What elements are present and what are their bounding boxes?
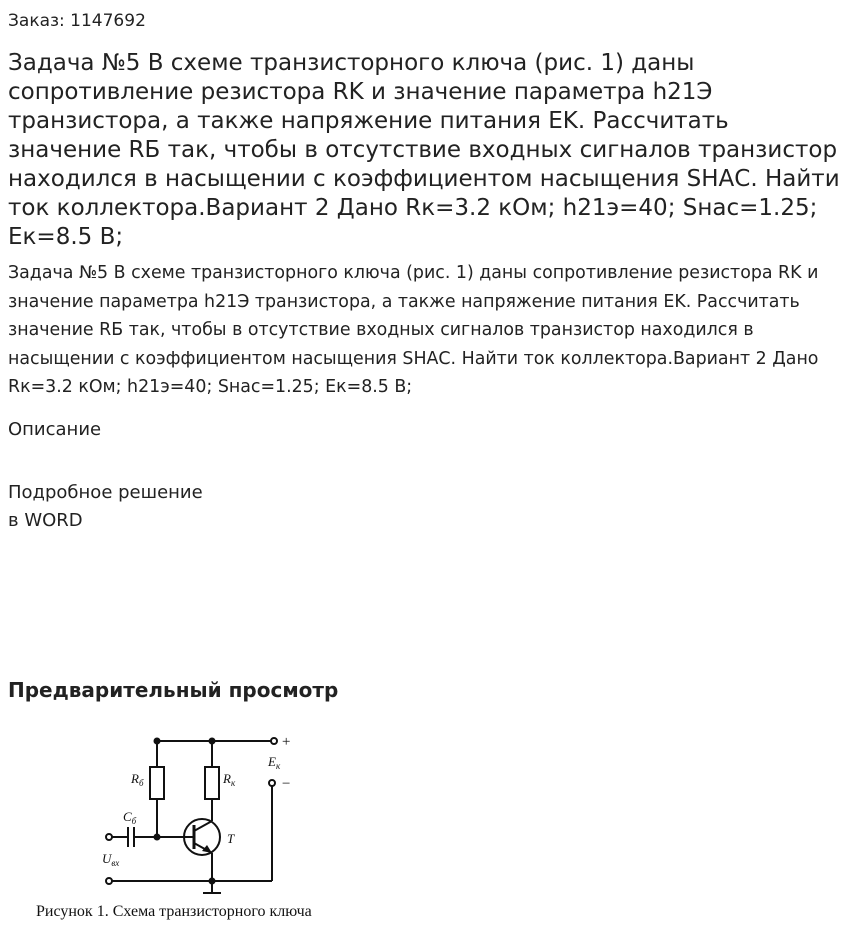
label-minus: −: [281, 776, 292, 792]
transistor-collector: [194, 821, 212, 831]
description-text: [8, 479, 203, 535]
terminal-plus: [271, 738, 277, 744]
description-line-1: Подробное решение: [8, 482, 203, 503]
junction-dot: [155, 835, 160, 840]
order-number: Заказ: 1147692: [8, 11, 146, 31]
preview-heading: Предварительный просмотр: [8, 678, 339, 702]
label-plus: +: [281, 734, 292, 750]
resistor-rk: [205, 767, 219, 799]
transistor-switch-schematic: [95, 725, 315, 900]
terminal-minus: [269, 780, 275, 786]
label-rb: $R_б$: [131, 771, 144, 788]
label-cb: $C_б$: [123, 809, 137, 826]
terminal-input: [106, 834, 112, 840]
resistor-rb: [150, 767, 164, 799]
label-transistor: T: [227, 831, 235, 846]
description-line-2: в WORD: [8, 510, 83, 531]
label-uin: $U_{вх}$: [102, 851, 120, 868]
label-rk: $R_к$: [223, 771, 236, 788]
description-heading: Описание: [8, 419, 102, 440]
task-title: Задача №5 В схеме транзисторного ключа (рис. 1) даны сопротивление резистора RK и значение параметра h21Э транзистора, а также напряжение питания EK. Рассчитать значение RБ так, чтобы в отсутствие входных сигналов транзистор находился в насыщении с коэффициентом насыщения SНАС. Найти ток коллектора.Вариант 2 Дано Rк=3.2 кОм; h21э=40; Sнас=1.25; Ек=8.5 В;: [8, 50, 840, 250]
figure-caption: Рисунок 1. Схема транзисторного ключа: [36, 903, 312, 920]
label-ek: $E_к$: [268, 754, 281, 771]
task-description: Задача №5 В схеме транзисторного ключа (рис. 1) даны сопротивление резистора RK и значение параметра h21Э транзистора, а также напряжение питания EK. Рассчитать значение RБ так, чтобы в отсутствие входных сигналов транзистор находился в насыщении с коэффициентом насыщения SНАС. Найти ток коллектора.Вариант 2 Дано Rк=3.2 кОм; h21э=40; Sнас=1.25; Ек=8.5 В;: [8, 263, 819, 397]
terminal-ground: [106, 878, 112, 884]
